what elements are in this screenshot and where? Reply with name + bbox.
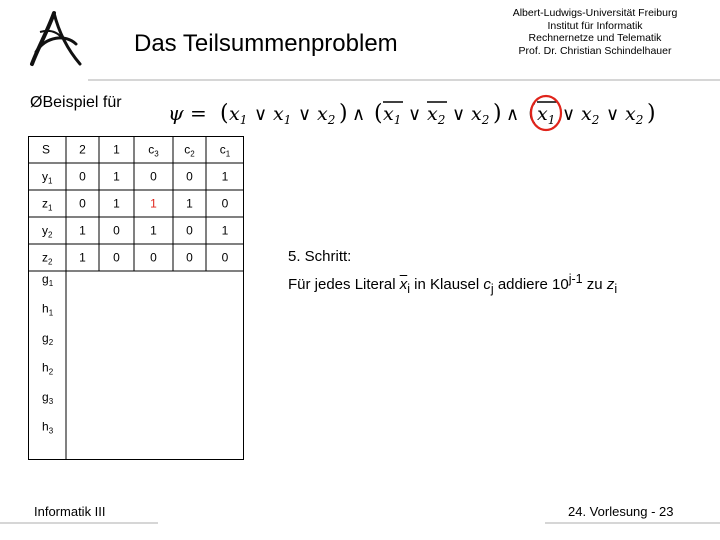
table-row-label: $h_3$ [42,419,54,436]
table-cell: 1 [113,169,120,184]
example-label-text: Beispiel für [42,94,122,111]
close-paren: ) [339,101,348,126]
institute-line: Albert-Ludwigs-Universität Freiburg [512,7,678,19]
open-paren: ( [374,101,383,126]
literal-subscript: 1 [283,113,292,127]
table-header-cell: 1 [113,142,120,157]
table-header-cell: $c_1$ [219,142,231,159]
literal: $x_2$ [471,103,490,127]
table-header-cell: $c_3$ [148,142,159,159]
clause-sub: j [490,282,494,296]
close-paren: ) [647,101,656,126]
literal: $x_2$ [581,103,600,127]
table-row-label: $y_2$ [42,223,53,240]
institute-line: Institut für Informatik [547,19,643,32]
course-name: Informatik III [34,504,106,519]
table-cell: 1 [221,169,229,184]
literal: $x_1$ [229,103,248,127]
table-cell: 1 [113,196,120,211]
footer-left [0,504,158,524]
table-cell: 1 [79,250,86,265]
footer-divider [0,522,158,524]
clause-var: c [483,276,491,293]
table-row-label: $h_1$ [42,301,54,318]
open-paren: ( [220,101,229,126]
table-cell: 1 [150,223,157,238]
table-cell: 0 [186,169,193,184]
table-row-label: $z_2$ [42,250,53,267]
slide-title: Das Teilsummenproblem [134,30,398,57]
literal: $x_1$ [383,103,402,127]
table-border [29,137,244,460]
lecture-page: 24. Vorlesung - 23 [568,504,674,519]
formula [168,92,713,132]
table-cell: 0 [113,250,120,265]
literal: $x_2$ [625,103,644,127]
example-label [30,94,122,112]
university-logo [26,8,88,70]
step-description [288,245,617,301]
table-cell: 1 [221,223,229,238]
subset-sum-table [28,136,244,460]
open-paren: ( [528,101,537,126]
table-cell: 0 [186,250,193,265]
or-operator: ∨ [298,104,312,125]
literal-subscript: 2 [591,113,600,127]
table-cell: 0 [113,223,120,238]
table-cell: 1 [186,196,193,211]
close-paren: ) [493,101,502,126]
or-operator: ∨ [606,104,620,125]
and-operator: ∧ [352,104,366,125]
institute-info [500,7,690,57]
table-header-cell: 2 [79,142,86,157]
formula-lhs: ψ = [168,101,207,125]
arrow-bullet-icon: Ø [30,94,43,111]
table-row-label: $h_2$ [42,360,54,377]
literal-sub: i [407,282,410,296]
or-operator: ∨ [408,104,422,125]
table-cell: 0 [221,250,229,265]
literal-subscript: 2 [481,113,490,127]
step-text-part: zu [582,276,607,293]
literal-subscript: 1 [547,113,556,127]
table-header-cell: $c_2$ [184,142,195,159]
institute-line: Prof. Dr. Christian Schindelhauer [518,44,672,57]
table-cell: 0 [150,169,157,184]
or-operator: ∨ [254,104,268,125]
table-cell: 1 [79,223,86,238]
footer-right [545,504,720,524]
literal: $x_1$ [273,103,292,127]
literal-subscript: 1 [239,113,248,127]
table-cell: 1 [150,196,157,211]
literal-subscript: 1 [393,113,402,127]
table-row-label: $z_1$ [42,196,53,213]
literal-subscript: 2 [635,113,644,127]
literal: $x_2$ [317,103,336,127]
exponent: j-1 [568,272,583,286]
table-cell: 0 [221,196,229,211]
table-row-label: $g_3$ [42,390,54,406]
table-row-label: $g_1$ [42,272,54,288]
literal: $x_2$ [427,103,446,127]
table-cell: 0 [79,196,86,211]
table-row-label: $y_1$ [42,169,53,186]
table-row-label: $g_2$ [42,331,54,347]
table-cell: 0 [150,250,157,265]
or-operator: ∨ [452,104,466,125]
target-sub: i [614,282,618,296]
step-text-part: addiere 10 [493,276,569,293]
step-text-part: Für jedes Literal [288,276,400,293]
table-header-cell: S [42,142,51,157]
and-operator: ∧ [506,104,520,125]
step-heading: 5. Schritt: [288,248,352,265]
footer-divider [545,522,720,524]
table-cell: 0 [186,223,193,238]
or-operator: ∨ [562,104,576,125]
step-text-part: in Klausel [410,276,484,293]
target-var: z [606,276,615,293]
literal-subscript: 2 [437,113,446,127]
literal-var: $\overline{x}$ [399,276,408,293]
institute-line: Rechnernetze und Telematik [528,32,662,45]
step-text [288,268,617,301]
literal: $x_1$ [537,103,556,127]
literal-subscript: 2 [327,113,336,127]
header-divider [88,79,720,81]
table-cell: 0 [79,169,86,184]
